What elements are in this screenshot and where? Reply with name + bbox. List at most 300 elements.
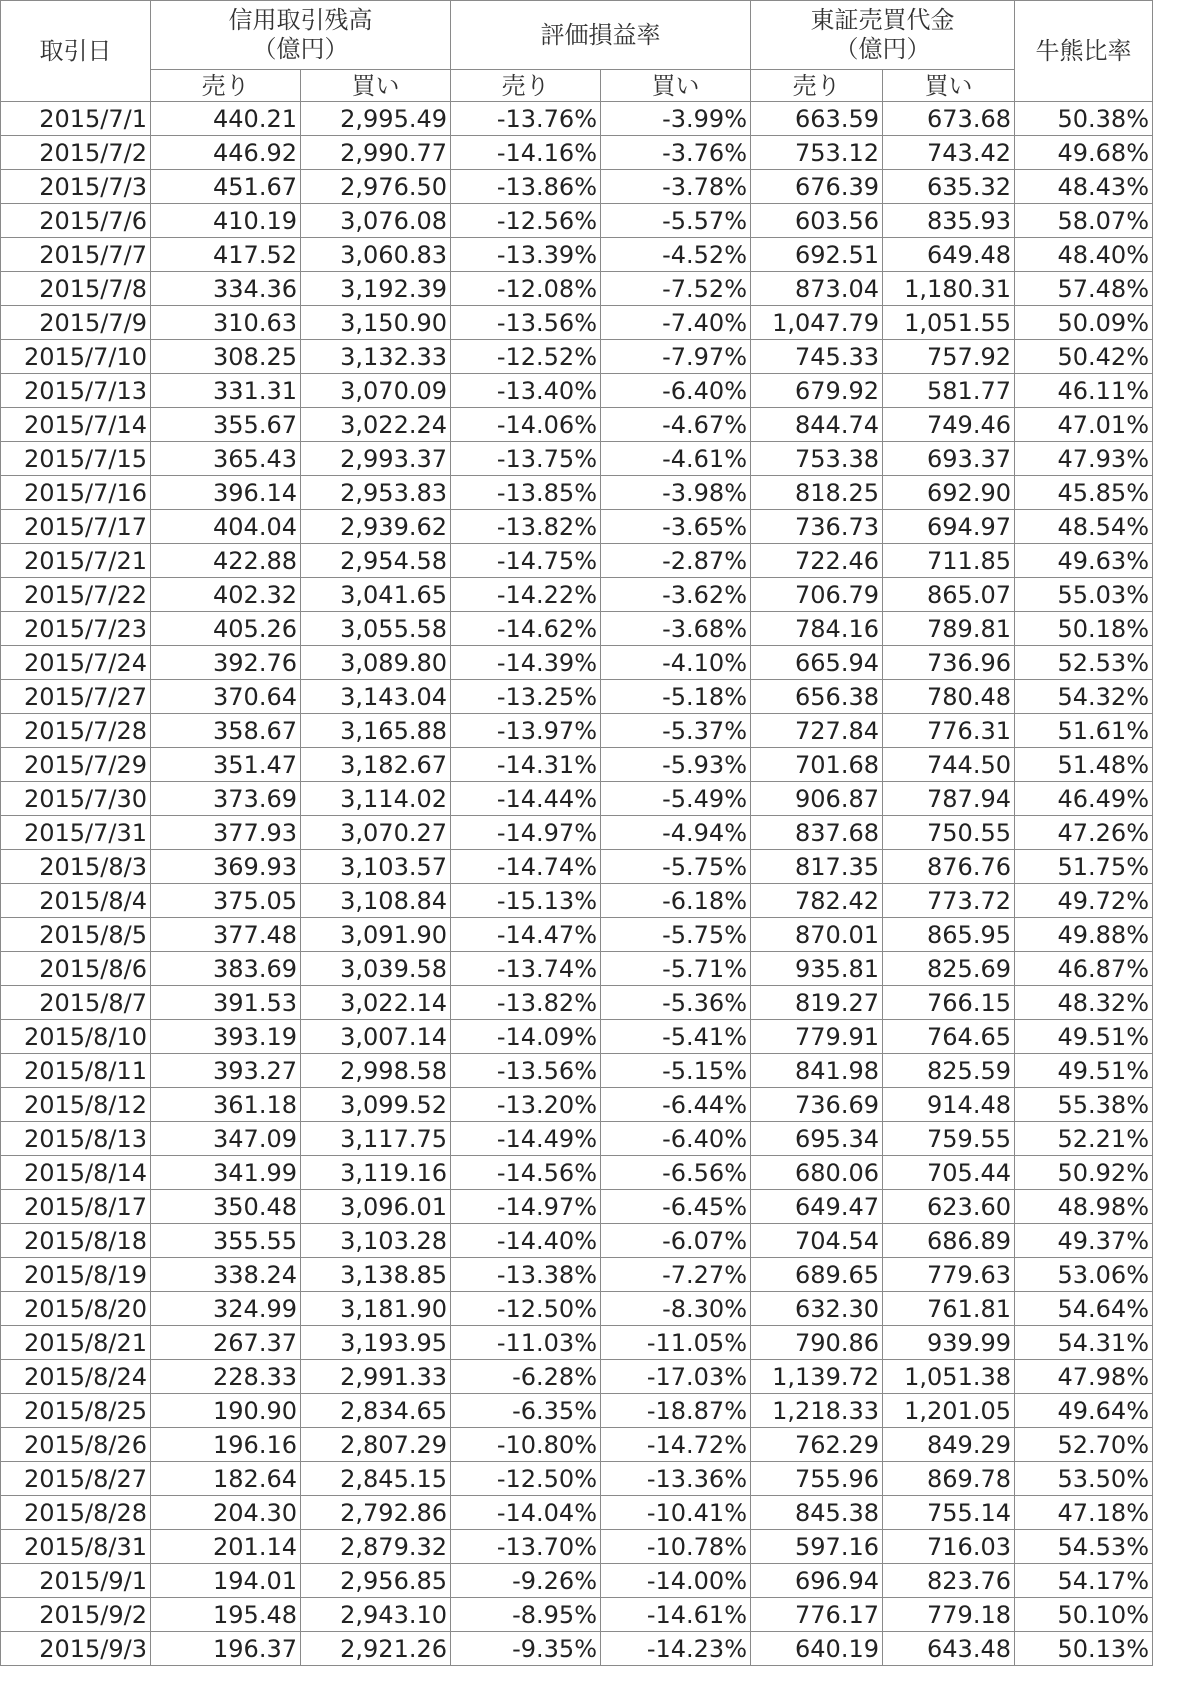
cell-margin-buy: 3,060.83: [301, 238, 451, 272]
header-margin-buy: 買い: [301, 70, 451, 102]
cell-bull-ratio: 47.98%: [1015, 1360, 1153, 1394]
table-row: [1, 1598, 1153, 1632]
cell-tse-buy: 736.96: [883, 646, 1015, 680]
cell-eval-sell: -12.08%: [451, 272, 601, 306]
cell-margin-sell: 267.37: [151, 1326, 301, 1360]
cell-tse-sell: 784.16: [751, 612, 883, 646]
cell-date: 2015/8/31: [1, 1530, 151, 1564]
cell-bull-ratio: 48.43%: [1015, 170, 1153, 204]
cell-tse-buy: 705.44: [883, 1156, 1015, 1190]
cell-eval-buy: -5.41%: [601, 1020, 751, 1054]
header-tse-trading-value-title: 東証売買代金: [810, 6, 955, 35]
cell-date: 2015/7/14: [1, 408, 151, 442]
cell-tse-sell: 597.16: [751, 1530, 883, 1564]
cell-margin-sell: 334.36: [151, 272, 301, 306]
table-row: [1, 1020, 1153, 1054]
cell-eval-buy: -6.18%: [601, 884, 751, 918]
cell-date: 2015/8/28: [1, 1496, 151, 1530]
cell-margin-buy: 2,834.65: [301, 1394, 451, 1428]
cell-margin-sell: 341.99: [151, 1156, 301, 1190]
cell-eval-buy: -5.37%: [601, 714, 751, 748]
cell-margin-buy: 3,070.09: [301, 374, 451, 408]
cell-eval-sell: -15.13%: [451, 884, 601, 918]
table-row: [1, 680, 1153, 714]
table-row: [1, 1326, 1153, 1360]
table-row: [1, 612, 1153, 646]
cell-eval-sell: -14.49%: [451, 1122, 601, 1156]
cell-margin-buy: 2,990.77: [301, 136, 451, 170]
cell-tse-sell: 818.25: [751, 476, 883, 510]
cell-bull-ratio: 50.38%: [1015, 102, 1153, 136]
cell-eval-sell: -13.40%: [451, 374, 601, 408]
cell-eval-buy: -7.40%: [601, 306, 751, 340]
cell-tse-buy: 693.37: [883, 442, 1015, 476]
cell-bull-ratio: 57.48%: [1015, 272, 1153, 306]
cell-margin-buy: 2,995.49: [301, 102, 451, 136]
cell-tse-buy: 643.48: [883, 1632, 1015, 1666]
cell-tse-buy: 773.72: [883, 884, 1015, 918]
cell-date: 2015/8/11: [1, 1054, 151, 1088]
table-row: [1, 1564, 1153, 1598]
cell-tse-buy: 649.48: [883, 238, 1015, 272]
header-tse-sell: 売り: [751, 70, 883, 102]
cell-margin-buy: 2,954.58: [301, 544, 451, 578]
cell-tse-buy: 789.81: [883, 612, 1015, 646]
cell-margin-buy: 3,091.90: [301, 918, 451, 952]
cell-margin-sell: 392.76: [151, 646, 301, 680]
cell-date: 2015/8/13: [1, 1122, 151, 1156]
cell-margin-buy: 3,117.75: [301, 1122, 451, 1156]
cell-margin-sell: 228.33: [151, 1360, 301, 1394]
table-row: [1, 476, 1153, 510]
cell-tse-buy: 865.07: [883, 578, 1015, 612]
cell-date: 2015/7/21: [1, 544, 151, 578]
table-row: [1, 1428, 1153, 1462]
cell-eval-buy: -14.61%: [601, 1598, 751, 1632]
cell-bull-ratio: 49.64%: [1015, 1394, 1153, 1428]
cell-tse-buy: 673.68: [883, 102, 1015, 136]
cell-eval-sell: -6.35%: [451, 1394, 601, 1428]
cell-margin-sell: 451.67: [151, 170, 301, 204]
cell-eval-sell: -13.76%: [451, 102, 601, 136]
table-row: [1, 1394, 1153, 1428]
cell-date: 2015/8/17: [1, 1190, 151, 1224]
cell-margin-sell: 196.37: [151, 1632, 301, 1666]
cell-margin-sell: 383.69: [151, 952, 301, 986]
cell-bull-ratio: 50.42%: [1015, 340, 1153, 374]
cell-bull-ratio: 50.09%: [1015, 306, 1153, 340]
cell-tse-sell: 779.91: [751, 1020, 883, 1054]
cell-eval-sell: -14.22%: [451, 578, 601, 612]
cell-tse-sell: 1,047.79: [751, 306, 883, 340]
header-valuation-rate: 評価損益率: [451, 1, 751, 70]
cell-bull-ratio: 47.26%: [1015, 816, 1153, 850]
cell-margin-buy: 3,055.58: [301, 612, 451, 646]
cell-date: 2015/8/21: [1, 1326, 151, 1360]
cell-tse-sell: 837.68: [751, 816, 883, 850]
cell-tse-sell: 736.69: [751, 1088, 883, 1122]
cell-eval-sell: -14.44%: [451, 782, 601, 816]
cell-date: 2015/7/22: [1, 578, 151, 612]
cell-bull-ratio: 54.64%: [1015, 1292, 1153, 1326]
header-tse-trading-value: [751, 1, 1015, 70]
cell-date: 2015/7/7: [1, 238, 151, 272]
cell-eval-buy: -6.40%: [601, 1122, 751, 1156]
cell-tse-sell: 817.35: [751, 850, 883, 884]
cell-margin-sell: 351.47: [151, 748, 301, 782]
cell-eval-sell: -13.82%: [451, 510, 601, 544]
table-row: [1, 306, 1153, 340]
cell-eval-buy: -8.30%: [601, 1292, 751, 1326]
header-margin-balance-unit: （億円）: [252, 35, 349, 64]
cell-tse-buy: 764.65: [883, 1020, 1015, 1054]
cell-margin-buy: 3,132.33: [301, 340, 451, 374]
table-row: [1, 986, 1153, 1020]
cell-eval-buy: -5.93%: [601, 748, 751, 782]
table-row: [1, 204, 1153, 238]
cell-date: 2015/8/4: [1, 884, 151, 918]
cell-margin-sell: 402.32: [151, 578, 301, 612]
cell-eval-sell: -13.20%: [451, 1088, 601, 1122]
cell-eval-buy: -3.99%: [601, 102, 751, 136]
table-row: [1, 1122, 1153, 1156]
cell-eval-buy: -6.40%: [601, 374, 751, 408]
cell-tse-sell: 603.56: [751, 204, 883, 238]
cell-margin-buy: 3,192.39: [301, 272, 451, 306]
cell-bull-ratio: 54.17%: [1015, 1564, 1153, 1598]
cell-tse-buy: 743.42: [883, 136, 1015, 170]
cell-bull-ratio: 47.93%: [1015, 442, 1153, 476]
cell-bull-ratio: 51.75%: [1015, 850, 1153, 884]
cell-bull-ratio: 48.32%: [1015, 986, 1153, 1020]
cell-tse-sell: 656.38: [751, 680, 883, 714]
cell-margin-sell: 350.48: [151, 1190, 301, 1224]
table-row: [1, 1462, 1153, 1496]
cell-margin-sell: 190.90: [151, 1394, 301, 1428]
cell-tse-buy: 1,051.38: [883, 1360, 1015, 1394]
cell-margin-sell: 377.93: [151, 816, 301, 850]
cell-date: 2015/7/24: [1, 646, 151, 680]
cell-margin-sell: 310.63: [151, 306, 301, 340]
cell-margin-buy: 3,182.67: [301, 748, 451, 782]
cell-eval-buy: -5.36%: [601, 986, 751, 1020]
cell-eval-sell: -11.03%: [451, 1326, 601, 1360]
cell-tse-buy: 711.85: [883, 544, 1015, 578]
cell-eval-buy: -14.72%: [601, 1428, 751, 1462]
cell-tse-buy: 776.31: [883, 714, 1015, 748]
cell-margin-sell: 422.88: [151, 544, 301, 578]
cell-date: 2015/7/30: [1, 782, 151, 816]
table-row: [1, 442, 1153, 476]
table-row: [1, 1530, 1153, 1564]
cell-tse-sell: 776.17: [751, 1598, 883, 1632]
cell-margin-buy: 3,022.24: [301, 408, 451, 442]
cell-date: 2015/7/1: [1, 102, 151, 136]
cell-margin-sell: 361.18: [151, 1088, 301, 1122]
cell-margin-sell: 440.21: [151, 102, 301, 136]
cell-tse-buy: 869.78: [883, 1462, 1015, 1496]
cell-tse-buy: 914.48: [883, 1088, 1015, 1122]
cell-eval-buy: -4.94%: [601, 816, 751, 850]
table-row: [1, 1190, 1153, 1224]
cell-eval-buy: -3.98%: [601, 476, 751, 510]
cell-margin-sell: 194.01: [151, 1564, 301, 1598]
cell-eval-sell: -14.39%: [451, 646, 601, 680]
cell-tse-buy: 694.97: [883, 510, 1015, 544]
cell-date: 2015/8/24: [1, 1360, 151, 1394]
table-row: [1, 918, 1153, 952]
cell-margin-buy: 2,976.50: [301, 170, 451, 204]
cell-margin-buy: 3,114.02: [301, 782, 451, 816]
cell-date: 2015/8/19: [1, 1258, 151, 1292]
cell-bull-ratio: 54.32%: [1015, 680, 1153, 714]
cell-margin-sell: 375.05: [151, 884, 301, 918]
cell-eval-buy: -6.56%: [601, 1156, 751, 1190]
cell-eval-sell: -13.56%: [451, 306, 601, 340]
cell-eval-sell: -8.95%: [451, 1598, 601, 1632]
cell-bull-ratio: 52.70%: [1015, 1428, 1153, 1462]
cell-bull-ratio: 54.53%: [1015, 1530, 1153, 1564]
cell-margin-buy: 3,181.90: [301, 1292, 451, 1326]
cell-tse-sell: 696.94: [751, 1564, 883, 1598]
header-row-groups: [1, 1, 1153, 70]
cell-margin-sell: 393.19: [151, 1020, 301, 1054]
cell-tse-sell: 701.68: [751, 748, 883, 782]
cell-tse-buy: 865.95: [883, 918, 1015, 952]
cell-margin-buy: 3,143.04: [301, 680, 451, 714]
table-row: [1, 1258, 1153, 1292]
cell-eval-sell: -13.86%: [451, 170, 601, 204]
cell-margin-sell: 338.24: [151, 1258, 301, 1292]
cell-margin-sell: 347.09: [151, 1122, 301, 1156]
header-eval-sell: 売り: [451, 70, 601, 102]
cell-margin-buy: 3,099.52: [301, 1088, 451, 1122]
table-row: [1, 1632, 1153, 1666]
cell-bull-ratio: 50.18%: [1015, 612, 1153, 646]
cell-date: 2015/7/6: [1, 204, 151, 238]
table-row: [1, 1156, 1153, 1190]
cell-margin-buy: 3,022.14: [301, 986, 451, 1020]
cell-eval-buy: -5.57%: [601, 204, 751, 238]
cell-eval-buy: -5.49%: [601, 782, 751, 816]
cell-margin-buy: 3,103.28: [301, 1224, 451, 1258]
table-row: [1, 1224, 1153, 1258]
cell-margin-buy: 3,103.57: [301, 850, 451, 884]
cell-date: 2015/8/3: [1, 850, 151, 884]
cell-margin-sell: 355.67: [151, 408, 301, 442]
cell-margin-sell: 324.99: [151, 1292, 301, 1326]
cell-margin-sell: 182.64: [151, 1462, 301, 1496]
cell-eval-buy: -3.68%: [601, 612, 751, 646]
table-row: [1, 408, 1153, 442]
cell-eval-buy: -13.36%: [601, 1462, 751, 1496]
cell-margin-buy: 3,119.16: [301, 1156, 451, 1190]
cell-bull-ratio: 52.21%: [1015, 1122, 1153, 1156]
cell-margin-buy: 3,089.80: [301, 646, 451, 680]
cell-margin-sell: 195.48: [151, 1598, 301, 1632]
cell-tse-buy: 825.69: [883, 952, 1015, 986]
cell-date: 2015/7/23: [1, 612, 151, 646]
header-date: 取引日: [1, 1, 151, 102]
cell-tse-buy: 787.94: [883, 782, 1015, 816]
cell-tse-sell: 727.84: [751, 714, 883, 748]
cell-date: 2015/8/6: [1, 952, 151, 986]
table-row: [1, 1088, 1153, 1122]
cell-eval-sell: -12.50%: [451, 1462, 601, 1496]
cell-bull-ratio: 45.85%: [1015, 476, 1153, 510]
cell-eval-buy: -5.18%: [601, 680, 751, 714]
cell-tse-sell: 755.96: [751, 1462, 883, 1496]
cell-tse-buy: 823.76: [883, 1564, 1015, 1598]
cell-eval-sell: -14.62%: [451, 612, 601, 646]
cell-eval-buy: -6.44%: [601, 1088, 751, 1122]
cell-bull-ratio: 49.51%: [1015, 1020, 1153, 1054]
cell-tse-buy: 780.48: [883, 680, 1015, 714]
cell-bull-ratio: 49.63%: [1015, 544, 1153, 578]
cell-eval-buy: -4.10%: [601, 646, 751, 680]
cell-bull-ratio: 50.13%: [1015, 1632, 1153, 1666]
cell-tse-buy: 1,201.05: [883, 1394, 1015, 1428]
cell-tse-sell: 736.73: [751, 510, 883, 544]
table-row: [1, 884, 1153, 918]
cell-date: 2015/7/8: [1, 272, 151, 306]
cell-margin-sell: 404.04: [151, 510, 301, 544]
cell-date: 2015/8/10: [1, 1020, 151, 1054]
cell-margin-sell: 196.16: [151, 1428, 301, 1462]
cell-bull-ratio: 53.50%: [1015, 1462, 1153, 1496]
cell-margin-sell: 355.55: [151, 1224, 301, 1258]
cell-eval-sell: -14.56%: [451, 1156, 601, 1190]
cell-date: 2015/7/15: [1, 442, 151, 476]
cell-tse-sell: 906.87: [751, 782, 883, 816]
cell-bull-ratio: 48.98%: [1015, 1190, 1153, 1224]
cell-margin-sell: 417.52: [151, 238, 301, 272]
table-row: [1, 714, 1153, 748]
cell-date: 2015/8/18: [1, 1224, 151, 1258]
header-eval-buy: 買い: [601, 70, 751, 102]
cell-tse-sell: 782.42: [751, 884, 883, 918]
cell-bull-ratio: 51.61%: [1015, 714, 1153, 748]
cell-date: 2015/8/14: [1, 1156, 151, 1190]
cell-tse-buy: 835.93: [883, 204, 1015, 238]
cell-bull-ratio: 49.37%: [1015, 1224, 1153, 1258]
cell-eval-sell: -13.39%: [451, 238, 601, 272]
cell-tse-buy: 1,180.31: [883, 272, 1015, 306]
cell-date: 2015/7/9: [1, 306, 151, 340]
table-row: [1, 1360, 1153, 1394]
table-row: [1, 238, 1153, 272]
cell-margin-sell: 358.67: [151, 714, 301, 748]
cell-date: 2015/7/10: [1, 340, 151, 374]
cell-date: 2015/7/17: [1, 510, 151, 544]
cell-eval-buy: -4.67%: [601, 408, 751, 442]
cell-bull-ratio: 49.51%: [1015, 1054, 1153, 1088]
cell-tse-sell: 692.51: [751, 238, 883, 272]
cell-eval-sell: -14.09%: [451, 1020, 601, 1054]
cell-margin-sell: 446.92: [151, 136, 301, 170]
cell-margin-buy: 3,165.88: [301, 714, 451, 748]
cell-eval-buy: -3.65%: [601, 510, 751, 544]
cell-margin-buy: 2,956.85: [301, 1564, 451, 1598]
cell-margin-buy: 2,998.58: [301, 1054, 451, 1088]
table-row: [1, 578, 1153, 612]
cell-eval-sell: -14.75%: [451, 544, 601, 578]
cell-tse-buy: 1,051.55: [883, 306, 1015, 340]
cell-eval-buy: -5.75%: [601, 850, 751, 884]
cell-tse-sell: 870.01: [751, 918, 883, 952]
cell-bull-ratio: 50.10%: [1015, 1598, 1153, 1632]
cell-eval-buy: -2.87%: [601, 544, 751, 578]
cell-tse-sell: 844.74: [751, 408, 883, 442]
cell-eval-buy: -18.87%: [601, 1394, 751, 1428]
cell-margin-buy: 2,807.29: [301, 1428, 451, 1462]
cell-bull-ratio: 58.07%: [1015, 204, 1153, 238]
cell-margin-sell: 373.69: [151, 782, 301, 816]
cell-margin-sell: 396.14: [151, 476, 301, 510]
cell-tse-buy: 849.29: [883, 1428, 1015, 1462]
cell-tse-buy: 759.55: [883, 1122, 1015, 1156]
cell-bull-ratio: 53.06%: [1015, 1258, 1153, 1292]
cell-margin-buy: 3,007.14: [301, 1020, 451, 1054]
cell-tse-sell: 704.54: [751, 1224, 883, 1258]
cell-tse-sell: 753.38: [751, 442, 883, 476]
cell-eval-buy: -6.45%: [601, 1190, 751, 1224]
cell-tse-sell: 649.47: [751, 1190, 883, 1224]
cell-bull-ratio: 49.68%: [1015, 136, 1153, 170]
cell-date: 2015/9/2: [1, 1598, 151, 1632]
table-row: [1, 646, 1153, 680]
cell-margin-buy: 3,039.58: [301, 952, 451, 986]
cell-date: 2015/7/28: [1, 714, 151, 748]
cell-bull-ratio: 50.92%: [1015, 1156, 1153, 1190]
cell-margin-sell: 331.31: [151, 374, 301, 408]
cell-date: 2015/7/3: [1, 170, 151, 204]
cell-eval-buy: -17.03%: [601, 1360, 751, 1394]
cell-eval-sell: -13.82%: [451, 986, 601, 1020]
cell-margin-sell: 308.25: [151, 340, 301, 374]
cell-eval-buy: -4.52%: [601, 238, 751, 272]
cell-eval-buy: -14.00%: [601, 1564, 751, 1598]
cell-tse-buy: 779.18: [883, 1598, 1015, 1632]
cell-date: 2015/9/3: [1, 1632, 151, 1666]
cell-date: 2015/8/26: [1, 1428, 151, 1462]
table-row: [1, 544, 1153, 578]
cell-eval-sell: -14.40%: [451, 1224, 601, 1258]
cell-margin-buy: 2,792.86: [301, 1496, 451, 1530]
cell-eval-sell: -13.97%: [451, 714, 601, 748]
cell-eval-buy: -5.15%: [601, 1054, 751, 1088]
cell-bull-ratio: 46.11%: [1015, 374, 1153, 408]
table-row: [1, 272, 1153, 306]
cell-tse-sell: 722.46: [751, 544, 883, 578]
cell-tse-sell: 665.94: [751, 646, 883, 680]
cell-margin-sell: 405.26: [151, 612, 301, 646]
cell-eval-sell: -12.50%: [451, 1292, 601, 1326]
cell-tse-sell: 679.92: [751, 374, 883, 408]
cell-eval-sell: -9.26%: [451, 1564, 601, 1598]
cell-eval-buy: -6.07%: [601, 1224, 751, 1258]
cell-date: 2015/8/20: [1, 1292, 151, 1326]
cell-eval-sell: -13.74%: [451, 952, 601, 986]
cell-tse-buy: 755.14: [883, 1496, 1015, 1530]
cell-tse-buy: 749.46: [883, 408, 1015, 442]
header-margin-sell: 売り: [151, 70, 301, 102]
cell-tse-sell: 762.29: [751, 1428, 883, 1462]
cell-margin-buy: 3,138.85: [301, 1258, 451, 1292]
cell-tse-sell: 695.34: [751, 1122, 883, 1156]
cell-margin-sell: 204.30: [151, 1496, 301, 1530]
cell-margin-buy: 3,108.84: [301, 884, 451, 918]
